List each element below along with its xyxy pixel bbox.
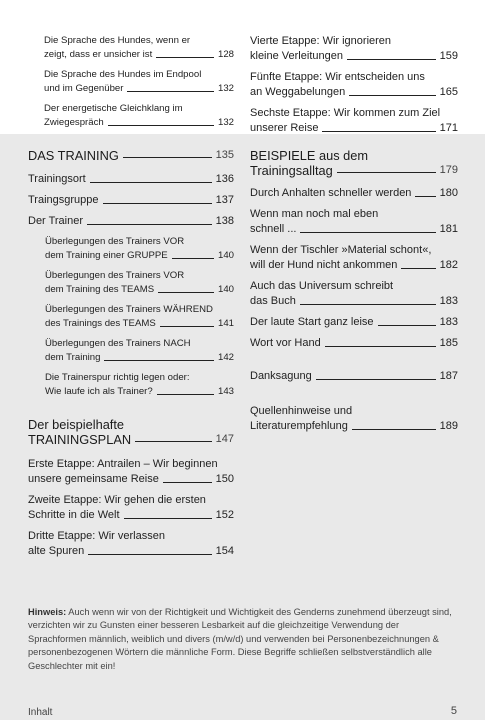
toc-entry: Traingsgruppe 137 bbox=[28, 194, 234, 206]
toc-entry: Auch das Universum schreibt das Buch 183 bbox=[250, 280, 458, 307]
toc-entry: Wenn der Tischler »Material schont«, will der Hund nicht ankommen 182 bbox=[250, 244, 458, 271]
toc-entry: Der energetische Gleichklang im Zwiegespräch 132 bbox=[44, 103, 234, 128]
toc-entry: Vierte Etappe: Wir ignorieren kleine Verleitungen 159 bbox=[250, 35, 458, 62]
toc-entry: Zweite Etappe: Wir gehen die ersten Schritte in die Welt 152 bbox=[28, 494, 234, 521]
toc-entry-quellen: Quellenhinweise und Literaturempfehlung 189 bbox=[250, 405, 458, 432]
toc-entry: Dritte Etappe: Wir verlassen alte Spuren 154 bbox=[28, 530, 234, 557]
toc-entry: Fünfte Etappe: Wir entscheiden uns an Weggabelungen 165 bbox=[250, 71, 458, 98]
toc-entry: Der Trainer 138 bbox=[28, 215, 234, 227]
section-heading-beispiele: BEISPIELE aus dem Trainingsalltag 179 bbox=[250, 148, 458, 178]
toc-entry: Überlegungen des Trainers VOR dem Training des TEAMS 140 bbox=[45, 270, 234, 295]
toc-entry: Die Sprache des Hundes, wenn er zeigt, dass er unsicher ist 128 bbox=[44, 35, 234, 60]
toc-subentries bbox=[28, 235, 234, 399]
toc-entry: Überlegungen des Trainers WÄHREND des Trainings des TEAMS 141 bbox=[45, 304, 234, 329]
gender-note: Hinweis: Auch wenn wir von der Richtigkeit und Wichtigkeit des Genderns zunehmend überzeugt sind, verzichten wir zu Gunsten einer besseren Lesbarkeit auf die gleichzeitige Verwendung der Sprachformen männlich, weiblich und divers (m/w/d) und verwenden bei Personenbezeichnungen & personenbezogenen Wörtern die männliche Form. Diese Begriffe schließen selbstverständlich alle Geschlechter mit ein! bbox=[28, 607, 452, 671]
footer-section-label: Inhalt bbox=[28, 707, 53, 718]
toc-entry: Erste Etappe: Antrailen – Wir beginnen unsere gemeinsame Reise 150 bbox=[28, 458, 234, 485]
toc-entry: Überlegungen des Trainers NACH dem Training 142 bbox=[45, 338, 234, 363]
toc-entry: Wort vor Hand 185 bbox=[250, 337, 458, 349]
toc-entry: Der laute Start ganz leise 183 bbox=[250, 316, 458, 328]
toc-entry: Trainingsort 136 bbox=[28, 173, 234, 185]
toc-entry: Durch Anhalten schneller werden 180 bbox=[250, 187, 458, 199]
section-heading-plan: Der beispielhafte TRAININGSPLAN 147 bbox=[28, 417, 234, 447]
toc-right-top bbox=[250, 34, 458, 142]
toc-entry-danksagung: Danksagung 187 bbox=[250, 370, 458, 382]
toc-entry: Sechste Etappe: Wir kommen zum Ziel unserer Reise 171 bbox=[250, 107, 458, 134]
section-heading-training: DAS TRAINING 135 bbox=[28, 148, 234, 163]
toc-entry: Die Sprache des Hundes im Endpool und im Gegenüber 132 bbox=[44, 69, 234, 94]
toc-entry: Die Trainerspur richtig legen oder: Wie laufe ich als Trainer? 143 bbox=[45, 372, 234, 397]
toc-entry: Überlegungen des Trainers VOR dem Training einer GRUPPE 140 bbox=[45, 236, 234, 261]
page-number: 5 bbox=[450, 705, 457, 717]
toc-left-main bbox=[28, 148, 234, 565]
toc-left-top bbox=[44, 34, 234, 136]
toc-right-main bbox=[250, 148, 458, 440]
toc-entry: Wenn man noch mal eben schnell ... 181 bbox=[250, 208, 458, 235]
